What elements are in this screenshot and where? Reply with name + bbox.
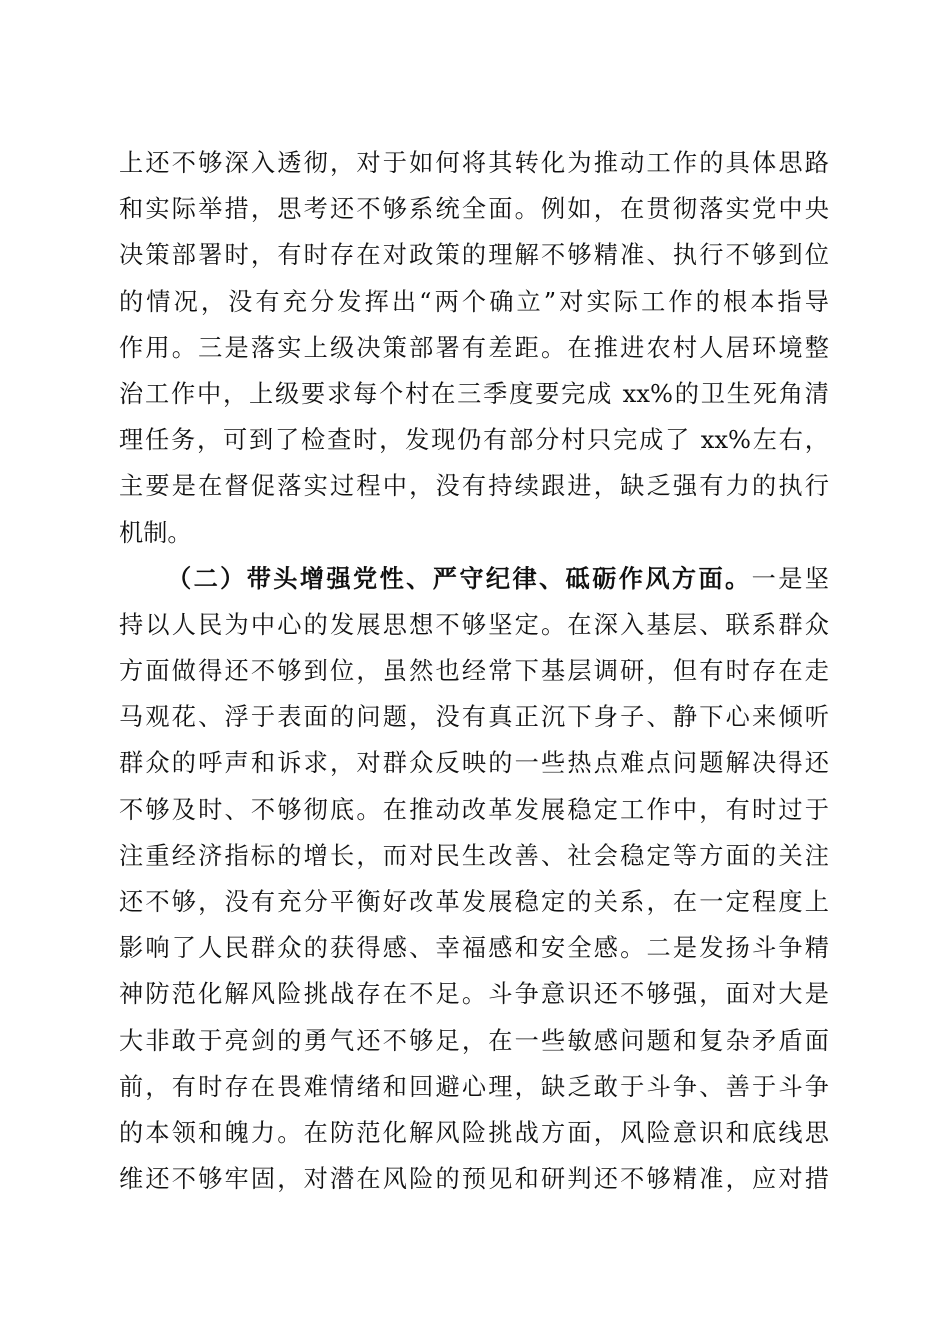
text-line: 理任务，可到了检查时，发现仍有部分村只完成了 xx%左右， xyxy=(119,426,829,455)
text-line: 治工作中，上级要求每个村在三季度要完成 xx%的卫生死角清 xyxy=(119,379,829,408)
text-line: 群众的呼声和诉求，对群众反映的一些热点难点问题解决得还 xyxy=(119,749,829,778)
text-line: 方面做得还不够到位，虽然也经常下基层调研，但有时存在走 xyxy=(119,657,829,686)
text-fragment: 一是坚 xyxy=(751,564,829,593)
text-line: 作用。三是落实上级决策部署有差距。在推进农村人居环境整 xyxy=(119,333,829,362)
text-line: 大非敢于亮剑的勇气还不够足，在一些敏感问题和复杂矛盾面 xyxy=(119,1026,829,1055)
text-line: 的本领和魄力。在防范化解风险挑战方面，风险意识和底线思 xyxy=(119,1118,829,1147)
text-line: 持以人民为中心的发展思想不够坚定。在深入基层、联系群众 xyxy=(119,610,829,639)
text-line: 马观花、浮于表面的问题，没有真正沉下身子、静下心来倾听 xyxy=(119,703,829,732)
text-line: 前，有时存在畏难情绪和回避心理，缺乏敢于斗争、善于斗争 xyxy=(119,1072,829,1101)
text-line: 还不够，没有充分平衡好改革发展稳定的关系，在一定程度上 xyxy=(119,888,829,916)
text-line: 影响了人民群众的获得感、幸福感和安全感。二是发扬斗争精 xyxy=(119,934,829,963)
text-line: 维还不够牢固，对潜在风险的预见和研判还不够精准，应对措 xyxy=(119,1165,829,1194)
paragraph-2 xyxy=(119,556,829,1203)
text-line: 机制。 xyxy=(119,518,192,547)
text-line: 和实际举措，思考还不够系统全面。例如，在贯彻落实党中央 xyxy=(119,195,829,224)
paragraph-first-line xyxy=(119,556,829,602)
text-line: 注重经济指标的增长，而对民生改善、社会稳定等方面的关注 xyxy=(119,841,829,870)
paragraph-1 xyxy=(119,140,829,556)
text-line: 主要是在督促落实过程中，没有持续跟进，缺乏强有力的执行 xyxy=(119,472,829,501)
text-line: 不够及时、不够彻底。在推动改革发展稳定工作中，有时过于 xyxy=(119,795,829,824)
document-body xyxy=(119,140,829,1202)
text-line: 的情况，没有充分发挥出“两个确立”对实际工作的根本指导 xyxy=(119,287,829,316)
text-line: 上还不够深入透彻，对于如何将其转化为推动工作的具体思路 xyxy=(119,149,829,177)
text-line: 决策部署时，有时存在对政策的理解不够精准、执行不够到位 xyxy=(119,241,829,270)
text-line: 神防范化解风险挑战存在不足。斗争意识还不够强，面对大是 xyxy=(119,980,829,1009)
section-heading: （二）带头增强党性、严守纪律、砥砺作风方面。 xyxy=(167,563,752,593)
